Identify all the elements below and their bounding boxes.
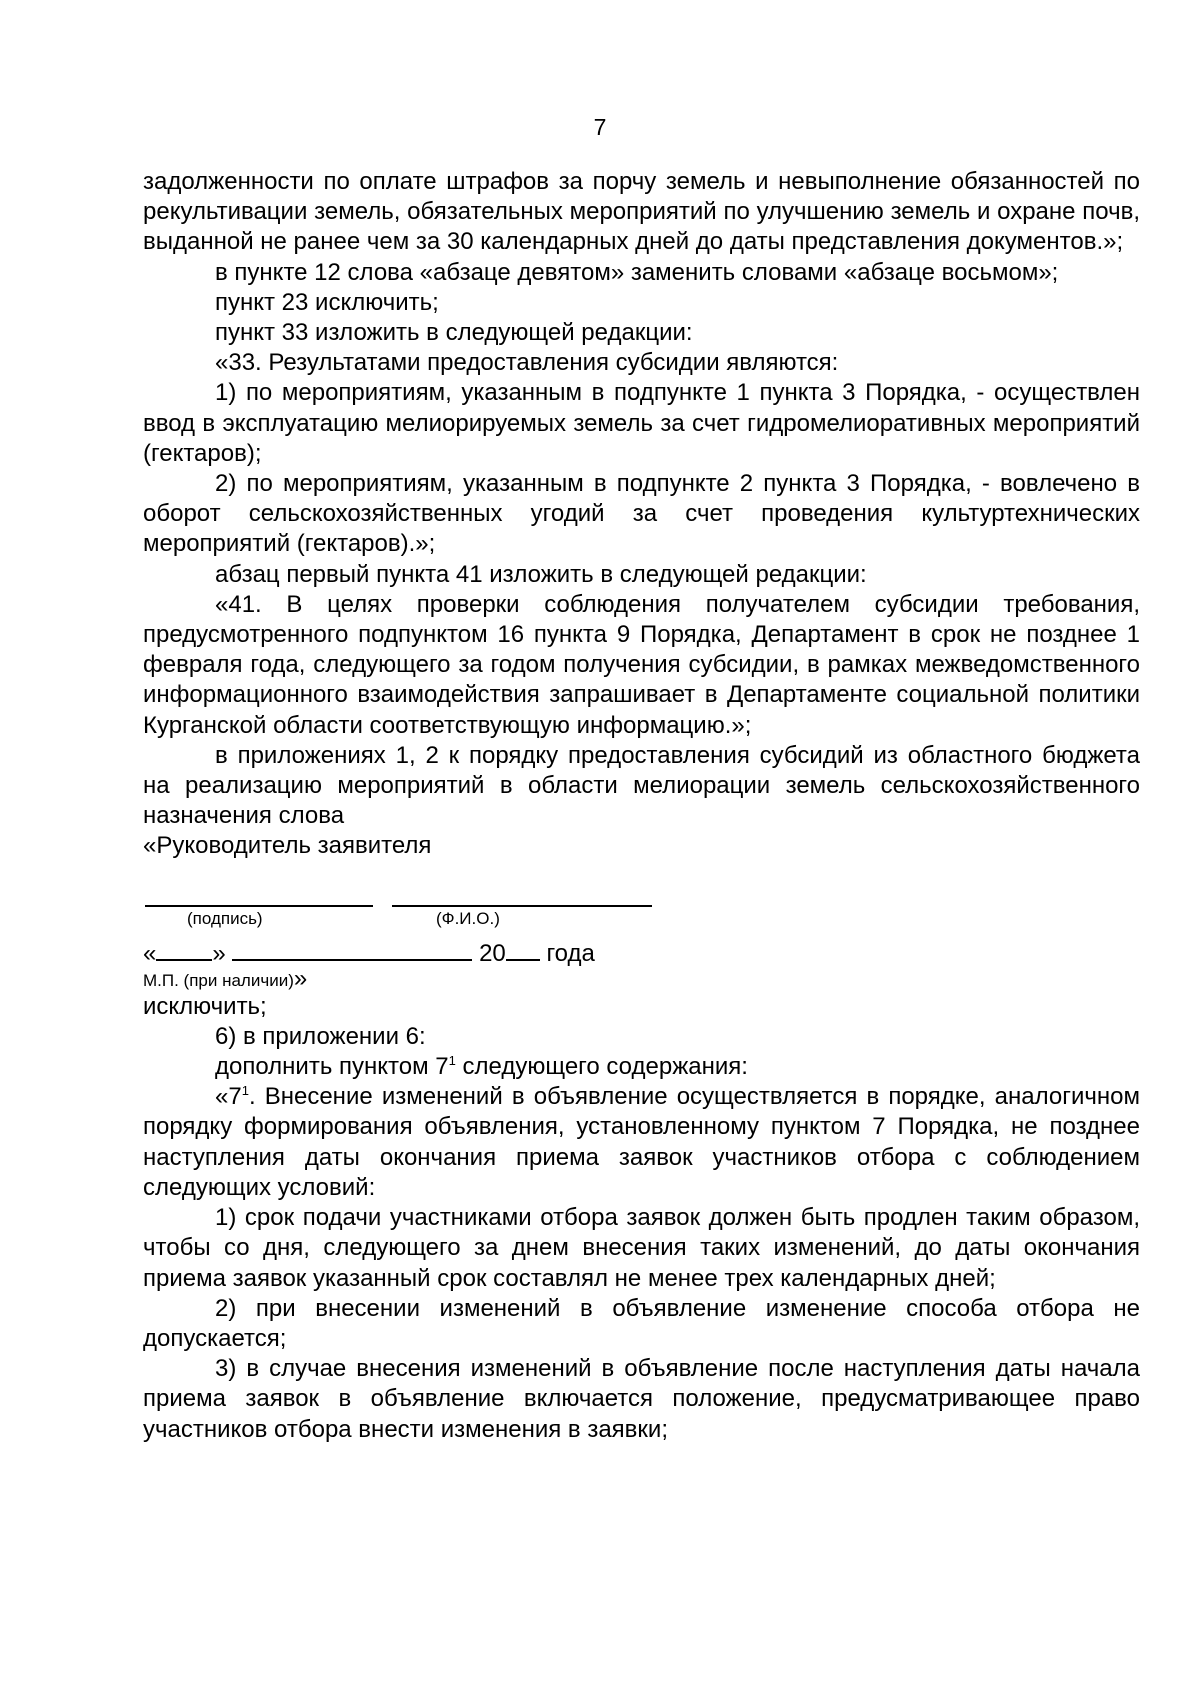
paragraph: 2) по мероприятиям, указанным в подпункте 2 пункта 3 Порядка, - вовлечено в оборот сельскохозяйственных угодий за счет проведения культуртехнических мероприятий (гектаров).»;: [143, 470, 1140, 558]
paragraph: пункт 23 исключить;: [215, 288, 439, 316]
signature-block: [143, 862, 1140, 992]
page-number: 7: [593, 114, 607, 140]
paragraph: абзац первый пункта 41 изложить в следующей редакции:: [215, 560, 867, 588]
date-line: [143, 935, 595, 969]
stamp-note: [143, 964, 308, 992]
paragraph: 2) при внесении изменений в объявление изменение способа отбора не допускается;: [143, 1294, 1140, 1352]
paragraph: «$7^1$. Внесение изменений в объявление осуществляется в порядке, аналогичном порядку формирования объявления, установленному пунктом 7 Порядка, не позднее наступления даты окончания приема заявок участников отбора с соблюдением следующих условий:: [143, 1083, 1140, 1201]
signature-line: [145, 905, 373, 907]
paragraph: 1) по мероприятиям, указанным в подпункте 1 пункта 3 Порядка, - осуществлен ввод в эксплуатацию мелиорируемых земель за счет гидромелиоративных мероприятий (гектаров);: [143, 379, 1140, 467]
paragraph: 6) в приложении 6:: [215, 1022, 426, 1050]
quote-open: «: [143, 939, 157, 967]
year-prefix: 20: [479, 939, 506, 967]
stamp-text: М.П. (при наличии): [143, 970, 294, 990]
paragraph: задолженности по оплате штрафов за порчу земель и невыполнение обязанностей по рекультивации земель, обязательных мероприятий по улучшению земель и охране почв, выданной не ранее чем за 30 календарных дней до даты представления документов.»;: [143, 168, 1140, 256]
month-blank: [232, 935, 472, 961]
paragraph: в приложениях 1, 2 к порядку предоставления субсидий из областного бюджета на реализацию мероприятий в области мелиорации земель сельскохозяйственного назначения слова: [143, 741, 1140, 830]
year-word: года: [546, 939, 595, 967]
day-blank: [156, 935, 212, 961]
paragraph: исключить;: [143, 992, 267, 1020]
year-blank: [506, 935, 540, 961]
stamp-quote: »: [293, 964, 308, 992]
paragraph: «41. В целях проверки соблюдения получателем субсидии требования, предусмотренного подпунктом 16 пункта 9 Порядка, Департамент в срок не позднее 1 февраля года, следующего за годом получения субсидии, в рамках межведомственного информационного взаимодействия запрашивает в Департаменте социальной политики Курганской области соответствующую информацию.»;: [143, 590, 1140, 739]
name-caption: (Ф.И.О.): [436, 908, 500, 928]
paragraph: «33. Результатами предоставления субсидии являются:: [215, 349, 839, 377]
name-line: [392, 905, 652, 907]
paragraph: 1) срок подачи участниками отбора заявок должен быть продлен таким образом, чтобы со дня, следующего за днем внесения таких изменений, до даты окончания приема заявок указанный срок составлял не менее трех календарных дней;: [143, 1204, 1140, 1292]
quote-close: »: [212, 939, 226, 967]
document-body: [143, 167, 1140, 1445]
paragraph: в пункте 12 слова «абзаце девятом» заменить словами «абзаце восьмом»;: [215, 258, 1059, 286]
paragraph: пункт 33 изложить в следующей редакции:: [215, 319, 693, 347]
signature-caption: (подпись): [187, 908, 263, 928]
paragraph: «Руководитель заявителя: [143, 832, 432, 860]
paragraph: дополнить пунктом $7^1$ следующего содержания:: [215, 1053, 748, 1081]
paragraph: 3) в случае внесения изменений в объявление после наступления даты начала приема заявок в объявление включается положение, предусматривающее право участников отбора внести изменения в заявки;: [143, 1355, 1140, 1443]
